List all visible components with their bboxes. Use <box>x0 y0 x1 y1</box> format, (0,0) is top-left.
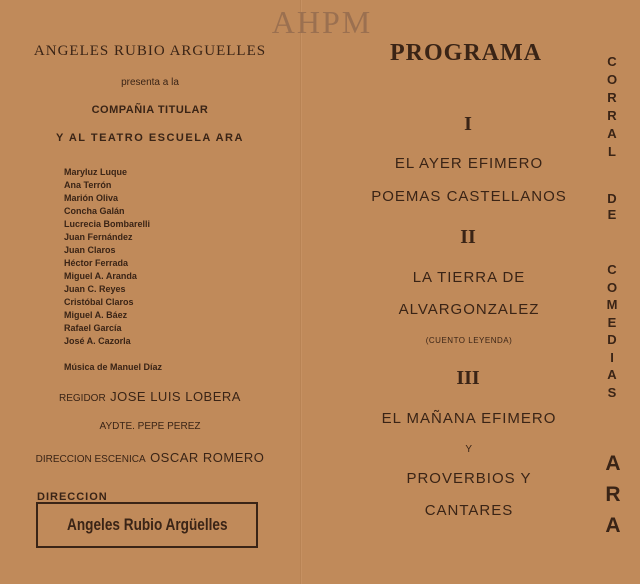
vertical-letter: A <box>605 452 621 475</box>
vertical-letter: O <box>606 72 618 87</box>
stage-direction-name: OSCAR ROMERO <box>150 450 265 465</box>
regidor-credit <box>0 388 300 406</box>
presenta-text: presenta a la <box>121 77 179 88</box>
regidor-name: JOSE LUIS LOBERA <box>110 389 241 404</box>
archive-stamp: AHPM <box>271 4 373 40</box>
left-panel <box>0 0 300 584</box>
vertical-letter: R <box>607 108 617 123</box>
program-item: EL MAÑANA EFIMERO <box>381 410 557 427</box>
cast-member: Juan C. Reyes <box>64 284 126 294</box>
program-item-note: (CUENTO LEYENDA) <box>425 336 513 345</box>
program-item-conjunction: Y <box>465 444 473 455</box>
vertical-word-comedias <box>597 261 627 401</box>
vertical-letter: I <box>610 349 614 365</box>
vertical-letter: C <box>607 54 617 69</box>
program-item: POEMAS CASTELLANOS <box>371 188 567 205</box>
stage-direction-label: DIRECCION ESCENICA <box>35 454 146 465</box>
program-title: PROGRAMA <box>390 40 542 66</box>
vertical-letter: E <box>607 314 617 330</box>
fold-line <box>300 0 302 584</box>
vertical-letter: D <box>607 191 617 206</box>
teatro-escuela: Y AL TEATRO ESCUELA ARA <box>56 132 244 144</box>
section-numeral: III <box>456 367 480 389</box>
stage-direction-credit <box>0 449 300 467</box>
music-credit: Música de Manuel Díaz <box>64 362 163 372</box>
program-item: EL AYER EFIMERO <box>394 155 544 172</box>
program-item: PROVERBIOS Y <box>406 470 532 487</box>
compania-titular: COMPAÑIA TITULAR <box>91 104 209 116</box>
vertical-letter: A <box>607 126 617 141</box>
program-item: ALVARGONZALEZ <box>398 301 540 318</box>
program-item: LA TIERRA DE <box>412 269 526 286</box>
vertical-letter: S <box>607 384 617 400</box>
vertical-letter: O <box>606 279 618 295</box>
direction-label: DIRECCION <box>37 491 108 503</box>
company-director-name: ANGELES RUBIO ARGUELLES <box>33 43 267 59</box>
vertical-word-de <box>597 191 627 223</box>
vertical-letter: D <box>607 332 617 347</box>
cast-member: Miguel A. Báez <box>64 310 128 320</box>
cast-member: Juan Fernández <box>64 232 133 242</box>
vertical-word-ara <box>598 448 628 541</box>
assistant-credit: AYDTE. PEPE PEREZ <box>99 421 201 432</box>
cast-member: Marión Oliva <box>64 193 119 203</box>
section-numeral: I <box>464 113 472 135</box>
vertical-letter: A <box>605 514 621 537</box>
cast-member: Maryluz Luque <box>64 167 128 177</box>
program-item: CANTARES <box>424 502 514 519</box>
cast-member: José A. Cazorla <box>64 336 131 346</box>
cast-member: Rafael García <box>64 323 122 333</box>
regidor-label: REGIDOR <box>59 393 106 404</box>
cast-member: Concha Galán <box>64 206 125 216</box>
vertical-word-corral <box>597 53 627 161</box>
vertical-letter: R <box>605 483 621 506</box>
vertical-letter: M <box>606 297 618 312</box>
vertical-letter: C <box>607 262 617 277</box>
direction-box <box>36 502 258 548</box>
vertical-letter: R <box>607 90 617 105</box>
cast-member: Cristóbal Claros <box>64 297 134 307</box>
cast-member: Ana Terrón <box>64 180 112 190</box>
cast-member: Juan Claros <box>64 245 116 255</box>
section-numeral: II <box>460 226 476 248</box>
vertical-letter: E <box>607 207 617 222</box>
vertical-letter: A <box>607 367 617 382</box>
cast-member: Héctor Ferrada <box>64 258 129 268</box>
direction-name: Angeles Rubio Argüelles <box>66 515 228 534</box>
vertical-letter: L <box>608 144 616 159</box>
cast-member: Lucrecia Bombarelli <box>64 219 151 229</box>
cast-list <box>64 166 150 348</box>
cast-member: Miguel A. Aranda <box>64 271 137 281</box>
